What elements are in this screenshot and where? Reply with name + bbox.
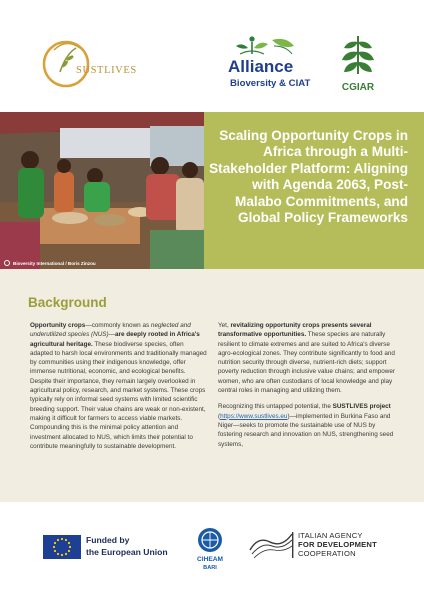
cgiar-logo: [334, 30, 382, 96]
hero-photo: [0, 112, 204, 269]
hero-title-panel: [204, 112, 424, 269]
left-column: [30, 321, 208, 458]
sustlives-logo-text: SUSTLIVES: [76, 65, 137, 76]
eu-funding-label: Funded by the European Union: [86, 535, 168, 557]
eu-flag-icon: [43, 535, 81, 559]
alliance-logo: [218, 34, 328, 92]
alliance-leaf-icon: [218, 34, 328, 92]
right-paragraph-1: Yet, revitalizing opportunity crops presents several transformative opportunities. These species are naturally resilient to climate extremes and are suited to Africa's diverse agro-ecological zones. They contribute significantly to food and nutrition security through diverse, nutrient-rich diets; support poverty reduction through inclusive value chains; and empower women, who are often custodians of local knowledge and play central roles in managing and utilizing them.: [218, 322, 396, 395]
left-paragraph-1: Opportunity crops—commonly known as neglected and underutilized species (NUS)—are deeply rooted in Africa's agricultural heritage. These biodiverse species, often adapted to harsh local environments and traditionally managed by communities using their indigenous knowledge, offer immense nutritional, economic, and ecological benefits. Despite their importance, they remain largely overlooked in agricultural policy, research, and market systems. These crops typically rely on informal seed systems with limited scientific breeding support. Their value chains are weak or non-existent, making it difficult for farmers to access viable markets. Compounding this is the minimal policy attention and investment allocated to NUS, which limits their potential to contribute meaningfully to sustainable development.: [30, 322, 207, 450]
svg-text:CGIAR: CGIAR: [341, 82, 375, 93]
background-section: [0, 269, 424, 502]
svg-text:Alliance: Alliance: [228, 57, 294, 76]
sustlives-logo: [36, 28, 148, 100]
svg-text:BARI: BARI: [203, 565, 217, 571]
aics-wave-icon: [248, 528, 296, 562]
right-paragraph-2: Recognizing this untapped potential, the SUSTLIVES project (https://www.sustlives.eu)—implemented in Burkina Faso and Niger—seeks to promote the sustainable use of NUS by fostering research and innovation on NUS, strengthening seed systems,: [218, 403, 394, 448]
photo-credit: Bioversity International / Boris Zinzou: [4, 260, 96, 266]
background-heading: Background: [28, 295, 107, 310]
creative-commons-icon: [4, 260, 10, 266]
sustlives-link[interactable]: https://www.sustlives.eu: [220, 412, 288, 420]
ciheam-logo: [190, 526, 230, 572]
aics-logo: ITALIAN AGENCY FOR DEVELOPMENT COOPERATION: [248, 528, 388, 562]
page-title: Scaling Opportunity Crops in Africa through a Multi-Stakeholder Platform: Aligning with Agenda 2063, Post-Malabo Commitments, and Global Policy Frameworks: [209, 128, 408, 226]
right-column: [218, 321, 396, 456]
svg-text:Bioversity & CIAT: Bioversity & CIAT: [230, 78, 311, 89]
svg-text:CIHEAM: CIHEAM: [196, 556, 224, 563]
cgiar-wheat-icon: [334, 30, 382, 96]
